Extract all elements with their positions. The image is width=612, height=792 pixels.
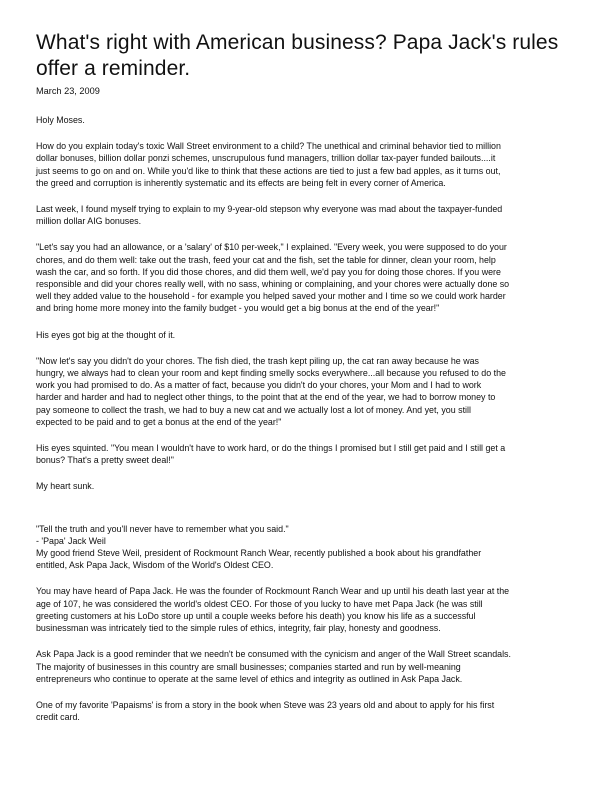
paragraph-line: businessman was intricately tied to the simple rules of ethics, integrity, fair play, honesty and goodness. — [36, 623, 441, 634]
paragraph-line: million dollar AIG bonuses. — [36, 216, 142, 227]
paragraph-line: wash the car, and so forth. If you did those chores, and did them well, we'd pay you for doing those chores. If you were — [36, 266, 501, 277]
article-paragraph — [36, 140, 584, 189]
paragraph-line: His eyes got big at the thought of it. — [36, 329, 176, 340]
paragraph-line: My heart sunk. — [36, 481, 95, 492]
paragraph-line: just seems to go on and on. While you'd like to think that these actions are tied to just a few bad apples, as it turns out, — [36, 165, 501, 176]
paragraph-line: One of my favorite 'Papaisms' is from a story in the book when Steve was 23 years old and about to apply for his first — [36, 699, 495, 710]
paragraph-line: pay someone to collect the trash, we had to buy a new cat and we actually lost a lot of money. And yet, you still — [36, 404, 471, 415]
paragraph-line: dollar bonuses, billion dollar ponzi schemes, unscrupulous fund managers, trillion dollar tax-payer funded bailouts....it — [36, 153, 496, 164]
paragraph-line: age of 107, he was considered the world's oldest CEO. For those of you lucky to have met Papa Jack (he was still — [36, 598, 483, 609]
article-paragraph — [36, 699, 584, 723]
paragraph-line: entrepreneurs who continue to operate at the same level of ethics and integrity as outlined in Ask Papa Jack. — [36, 673, 463, 684]
paragraph-line: - 'Papa' Jack Weil — [36, 535, 106, 546]
paragraph-line: Last week, I found myself trying to explain to my 9-year-old stepson why everyone was mad about the taxpayer-funded — [36, 204, 503, 215]
article — [36, 30, 584, 723]
article-paragraph — [36, 241, 584, 314]
paragraph-line: How do you explain today's toxic Wall Street environment to a child? The unethical and criminal behavior tied to million — [36, 141, 501, 152]
paragraph-line: hungry, we always had to clean your room and kept finding smelly socks everywhere...all because you refused to do the — [36, 368, 506, 379]
article-body — [36, 114, 584, 723]
article-paragraph — [36, 355, 584, 428]
article-paragraph — [36, 585, 584, 634]
paragraph-line: You may have heard of Papa Jack. He was the founder of Rockmount Ranch Wear and up until his death last year at the — [36, 586, 510, 597]
paragraph-line: chores, and do them well: take out the trash, feed your cat and the fish, set the table for dinner, clean your room, help — [36, 254, 496, 265]
article-paragraph — [36, 480, 584, 492]
paragraph-line: My good friend Steve Weil, president of Rockmount Ranch Wear, recently published a book about his grandfather — [36, 548, 482, 559]
paragraph-line: bonus? That's a pretty sweet deal!" — [36, 455, 174, 466]
paragraph-line: "Let's say you had an allowance, or a 'salary' of $10 per-week," I explained. "Every week, you were supposed to do your — [36, 242, 507, 253]
article-paragraph — [36, 648, 584, 685]
article-paragraph — [36, 523, 584, 572]
article-paragraph — [36, 329, 584, 341]
paragraph-line: work you had promised to do. As a matter of fact, because you didn't do your chores, your Mom and I had to work — [36, 380, 482, 391]
paragraph-line: Holy Moses. — [36, 115, 85, 125]
paragraph-line: responsible and did your chores really well, with no sass, whining or complaining, and your chores were actually done so — [36, 279, 510, 290]
article-paragraph — [36, 442, 584, 466]
article-paragraph — [36, 114, 584, 126]
paragraph-line: greeting customers at his LoDo store up until a couple weeks before his death) you know his life as a successful — [36, 610, 476, 621]
title-line: What's right with American business? Papa Jack's rules — [36, 31, 559, 54]
paragraph-line: harder and harder and had to neglect other things, to the point that at the end of the year, we had to borrow money to — [36, 392, 496, 403]
paragraph-line: credit card. — [36, 712, 80, 723]
paragraph-line: expected to be paid and to get a bonus at the end of the year!" — [36, 416, 282, 427]
title-line: offer a reminder. — [36, 57, 191, 80]
paragraph-line: well they added value to the household - for example you helped saved your mother and I time so we could work harder — [36, 291, 506, 302]
article-paragraph — [36, 203, 584, 227]
paragraph-line: "Tell the truth and you'll never have to remember what you said." — [36, 523, 289, 534]
paragraph-line: Ask Papa Jack is a good reminder that we needn't be consumed with the cynicism and anger of the Wall Street scandals. — [36, 649, 511, 660]
paragraph-line: entitled, Ask Papa Jack, Wisdom of the World's Oldest CEO. — [36, 560, 274, 571]
paragraph-line: the greed and corruption is inherently systematic and its effects are being felt in every corner of America. — [36, 177, 446, 188]
paragraph-line: His eyes squinted. "You mean I wouldn't have to work hard, or do the things I promised but I still get paid and I still get a — [36, 443, 506, 454]
paragraph-line: The majority of businesses in this country are small businesses; companies started and run by well-meaning — [36, 661, 461, 672]
paragraph-line: and bring home more money into the family budget - you would get a big bonus at the end of the year!" — [36, 303, 440, 314]
paragraph-line: "Now let's say you didn't do your chores. The fish died, the trash kept piling up, the cat ran away because he was — [36, 355, 479, 366]
article-date: March 23, 2009 — [36, 86, 100, 96]
article-title — [36, 30, 584, 82]
